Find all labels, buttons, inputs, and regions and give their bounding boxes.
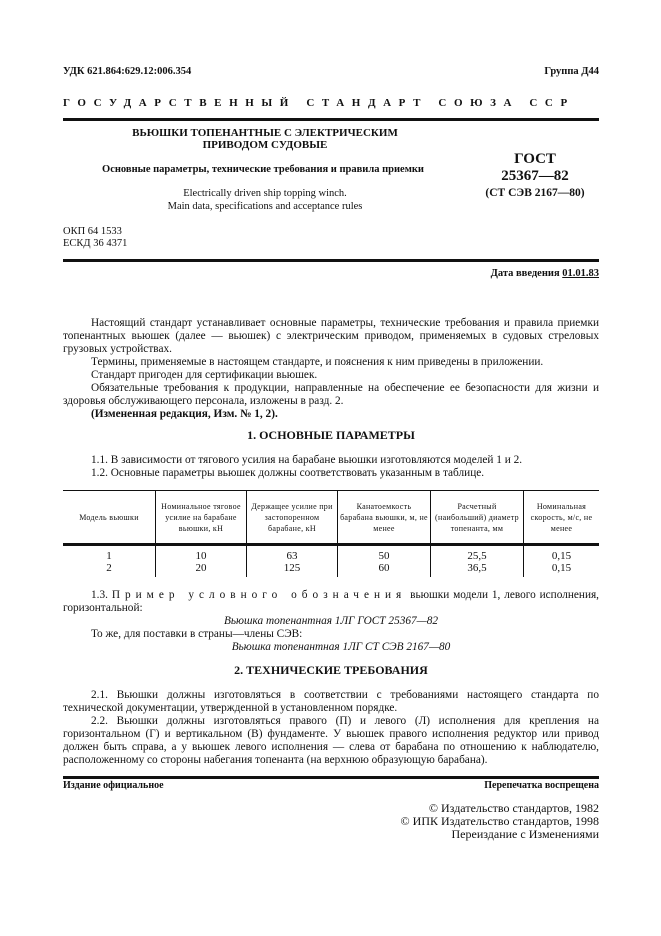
column-header: Номинальное тяговое усилие на барабане вьюшки, кН <box>156 491 247 545</box>
classification-codes <box>63 226 127 250</box>
official-edition: Издание официальное <box>63 780 164 791</box>
group-code: Группа Д44 <box>544 66 599 77</box>
copyright-block <box>401 802 599 841</box>
clause-number: 1.3. <box>91 589 108 601</box>
column-header: Модель вьюшки <box>79 512 139 522</box>
english-title-line: Main data, specifications and acceptance rules <box>167 201 363 212</box>
table-cell: 25,5 <box>431 545 524 563</box>
designation-example: Вьюшка топенантная 1ЛГ СТ СЭВ 2167—80 <box>231 641 451 653</box>
title-line: ВЬЮШКИ ТОПЕНАНТНЫЕ С ЭЛЕКТРИЧЕСКИМ <box>132 127 398 139</box>
gost-label: ГОСТ <box>514 151 556 167</box>
table-cell: 60 <box>338 562 431 577</box>
table-cell: 0,15 <box>524 562 600 577</box>
clause-text: вьюшки модели 1, левого исполнения, горизонтальной: <box>63 589 600 614</box>
table-cell: 0,15 <box>524 545 600 563</box>
clause: То же, для поставки в страны—члены СЭВ: <box>91 628 303 640</box>
effective-date-value: 01.01.83 <box>562 268 599 279</box>
copyright-line: © Издательство стандартов, 1982 <box>428 801 599 815</box>
table-cell: 36,5 <box>431 562 524 577</box>
intro-paragraph: Обязательные требования к продукции, направленные на обеспечение ее безопасности для жизни и здоровья обслуживающего персонала, изложены в разд. 2. <box>63 382 599 407</box>
top-rule <box>63 118 599 121</box>
section-heading: 2. ТЕХНИЧЕСКИЕ ТРЕБОВАНИЯ <box>234 663 428 677</box>
table-row <box>63 545 599 563</box>
clause: 2.2. Вьюшки должны изготовляться правого (П) и левого (Л) исполнения для крепления на горизонтальном (Г) и вертикальном (В) фундаменте. У вьюшек правого исполнения редуктор или привод должен быть справа, а у вьюшек левого исполнения — слева от барабана по отношению к наблюдателю, расположенному со стороны набегания топенанта (на верхнюю образующую барабана). <box>63 715 599 766</box>
table-cell: 20 <box>156 562 247 577</box>
amendment-note: (Измененная редакция, Изм. № 1, 2). <box>91 408 278 420</box>
footer-rule <box>63 776 599 779</box>
column-header: Канатоемкость барабана вьюшки, м, не менее <box>338 491 431 545</box>
effective-date-label: Дата введения <box>490 268 560 279</box>
clause: 1.1. В зависимости от тягового усилия на барабане вьюшки изготовляются моделей 1 и 2. <box>91 454 523 466</box>
subtitle: Основные параметры, технические требования и правила приемки <box>102 164 424 175</box>
okp-code: ОКП 64 1533 <box>63 226 122 237</box>
column-header: Держащее усилие при застопоренном барабане, кН <box>247 491 338 545</box>
intro-paragraph: Настоящий стандарт устанавливает основные параметры, технические требования и правила приемки топенантных вьюшек (далее — вьюшек) с электрическим приводом, применяемых в судовых стреловых грузовых устройствах. <box>63 317 599 355</box>
state-standard-banner: ГОСУДАРСТВЕННЫЙ СТАНДАРТ СОЮЗА ССР <box>63 97 575 109</box>
clause: 1.2. Основные параметры вьюшек должны соответствовать указанным в таблице. <box>91 467 485 479</box>
gost-number: 25367—82 <box>501 168 569 184</box>
title-line: ПРИВОДОМ СУДОВЫЕ <box>202 139 328 151</box>
eskd-code: ЕСКД 36 4371 <box>63 238 128 249</box>
header-rule <box>63 259 599 262</box>
cmea-number: (СТ СЭВ 2167—80) <box>485 187 585 199</box>
table-row <box>63 562 599 577</box>
effective-date <box>491 268 599 279</box>
table-cell: 63 <box>247 545 338 563</box>
column-header: Расчетный (наибольший) диаметр топенанта, мм <box>431 491 524 545</box>
reissue-note: Переиздание с Изменениями <box>451 827 599 841</box>
table-cell: 50 <box>338 545 431 563</box>
document-title <box>100 127 430 151</box>
clause <box>63 589 599 615</box>
udk-code: УДК 621.864:629.12:006.354 <box>63 66 192 77</box>
copyright-line: © ИПК Издательство стандартов, 1998 <box>400 814 599 828</box>
table-cell: 1 <box>106 550 112 562</box>
intro-paragraph: Стандарт пригоден для сертификации вьюшек. <box>91 369 318 381</box>
reprint-prohibited: Перепечатка воспрещена <box>484 780 599 791</box>
table-cell: 2 <box>106 562 112 574</box>
gost-number-block <box>470 151 600 202</box>
spaced-term: Пример условного обозначения <box>111 589 407 601</box>
clause: 2.1. Вьюшки должны изготовляться в соответствии с требованиями настоящего стандарта по технической документации, утвержденной в установленном порядке. <box>63 689 599 714</box>
intro-paragraph: Термины, применяемые в настоящем стандарте, и пояснения к ним приведены в приложении. <box>91 356 544 368</box>
english-title <box>100 187 430 213</box>
table-cell: 125 <box>247 562 338 577</box>
table-header-row <box>63 491 599 545</box>
section-heading: 1. ОСНОВНЫЕ ПАРАМЕТРЫ <box>247 428 415 442</box>
column-header: Номинальная скорость, м/с, не менее <box>524 491 600 545</box>
designation-example: Вьюшка топенантная 1ЛГ ГОСТ 25367—82 <box>223 615 439 627</box>
english-title-line: Electrically driven ship topping winch. <box>183 188 347 199</box>
table-cell: 10 <box>156 545 247 563</box>
parameters-table <box>63 490 599 577</box>
